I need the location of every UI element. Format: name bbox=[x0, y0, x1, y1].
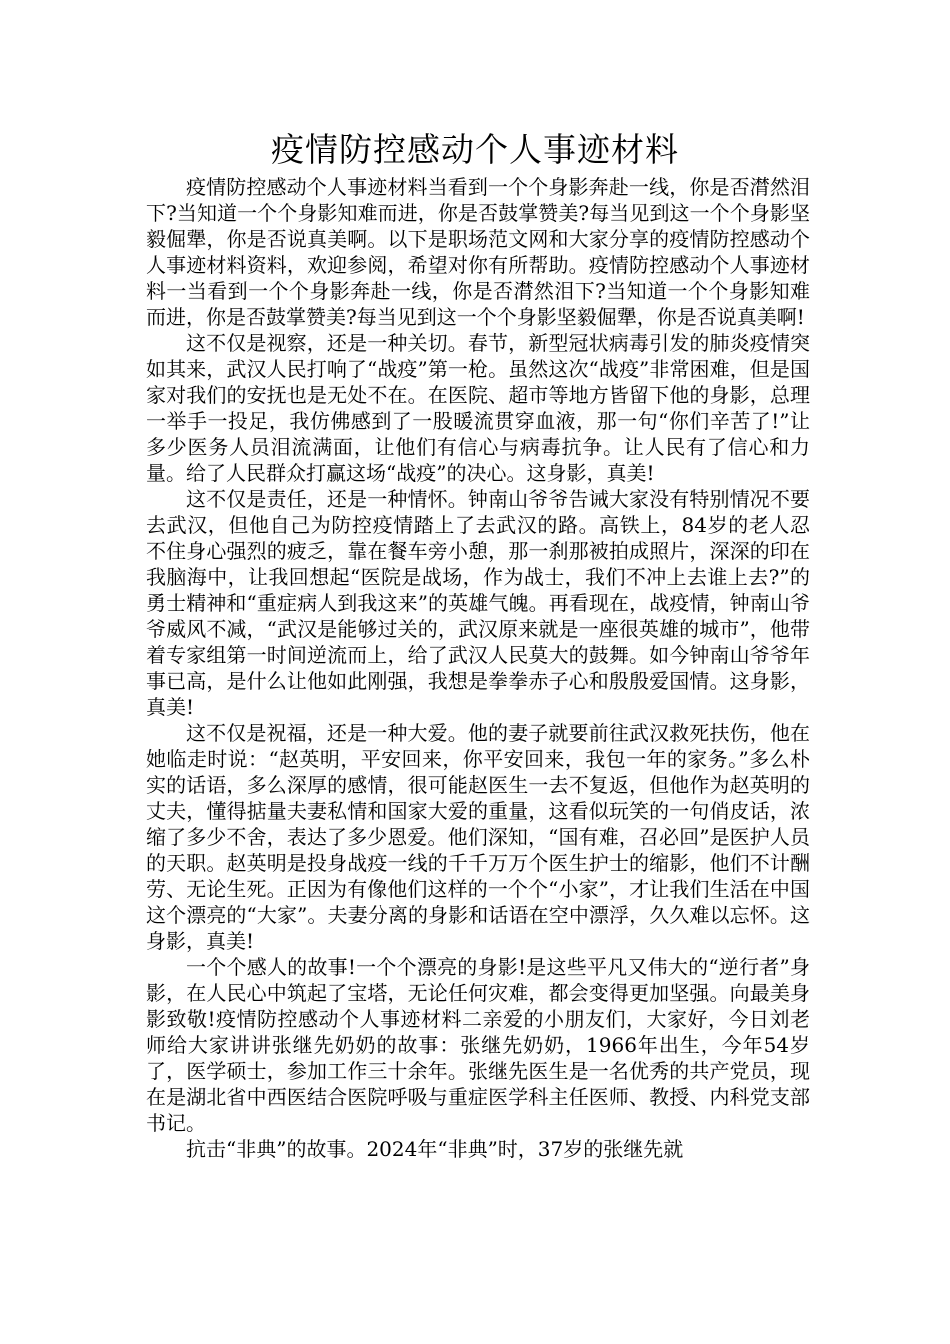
paragraph-sars: 抗击“非典”的故事。2024年“非典”时，37岁的张继先就 bbox=[186, 1137, 684, 1161]
paragraph-concern: 这不仅是视察，还是一种关切。春节，新型冠状病毒引发的肺炎疫情突如其来，武汉人民打响了“战疫”第一枪。虽然这次“战疫”非常困难，但是国家对我们的安抚也是无处不在。在医院、超市等地方皆留下他的身影，总理一举手一投足，我仿佛感到了一股暖流贯穿血液，那一句“你们辛苦了!”让多少医务人员泪流满面，让他们有信心与病毒抗争。让人民有了信心和力量。给了人民群众打赢这场“战疫”的决心。这身影，真美! bbox=[146, 331, 810, 485]
document-title: 疫情防控感动个人事迹材料 bbox=[271, 130, 679, 169]
paragraph-blessing: 这不仅是祝福，还是一种大爱。他的妻子就要前往武汉救死扶伤，他在她临走时说：“赵英明，平安回来，你平安回来，我包一年的家务。”多么朴实的话语，多么深厚的感情，很可能赵医生一去不复返，但他作为赵英明的丈夫，懂得掂量夫妻私情和国家大爱的重量，这看似玩笑的一句俏皮话，浓缩了多少不舍，表达了多少恩爱。他们深知，“国有难，召必回”是医护人员的天职。赵英明是投身战疫一线的千千万万个医生护士的缩影，他们不计酬劳、无论生死。正因为有像他们这样的一个个“小家”，才让我们生活在中国这个漂亮的“大家”。夫妻分离的身影和话语在空中漂浮，久久难以忘怀。这身影，真美! bbox=[146, 721, 810, 953]
paragraph-stories: 一个个感人的故事!一个个漂亮的身影!是这些平凡又伟大的“逆行者”身影，在人民心中筑起了宝塔，无论任何灾难，都会变得更加坚强。向最美身影致敬!疫情防控感动个人事迹材料二亲爱的小朋友们，大家好，今日刘老师给大家讲讲张继先奶奶的故事：张继先奶奶，1966年出生，今年54岁了，医学硕士，参加工作三十余年。张继先医生是一名优秀的共产党员，现在是湖北省中西医结合医院呼吸与重症医学科主任医师、教授、内科党支部书记。 bbox=[146, 955, 810, 1135]
document-body bbox=[146, 174, 810, 1162]
paragraph-responsibility: 这不仅是责任，还是一种情怀。钟南山爷爷告诫大家没有特别情况不要去武汉，但他自己为防控疫情踏上了去武汉的路。高铁上，84岁的老人忍不住身心强烈的疲乏，靠在餐车旁小憩，那一刹那被拍成照片，深深的印在我脑海中，让我回想起“医院是战场，作为战士，我们不冲上去谁上去?”的勇士精神和“重症病人到我这来”的英雄气魄。再看现在，战疫情，钟南山爷爷威风不减，“武汉是能够过关的，武汉原来就是一座很英雄的城市”，他带着专家组第一时间逆流而上，给了武汉人民莫大的鼓舞。如今钟南山爷爷年事已高，是什么让他如此刚强，我想是拳拳赤子心和殷殷爱国情。这身影，真美! bbox=[146, 487, 810, 719]
paragraph-intro: 疫情防控感动个人事迹材料当看到一个个身影奔赴一线，你是否潸然泪下?当知道一个个身影知难而进，你是否鼓掌赞美?每当见到这一个个身影坚毅倔犟，你是否说真美啊。以下是职场范文网和大家分享的疫情防控感动个人事迹材料资料，欢迎参阅，希望对你有所帮助。疫情防控感动个人事迹材料一当看到一个个身影奔赴一线，你是否潸然泪下?当知道一个个身影知难而进，你是否鼓掌赞美?每当见到这一个个身影坚毅倔犟，你是否说真美啊! bbox=[146, 175, 810, 329]
